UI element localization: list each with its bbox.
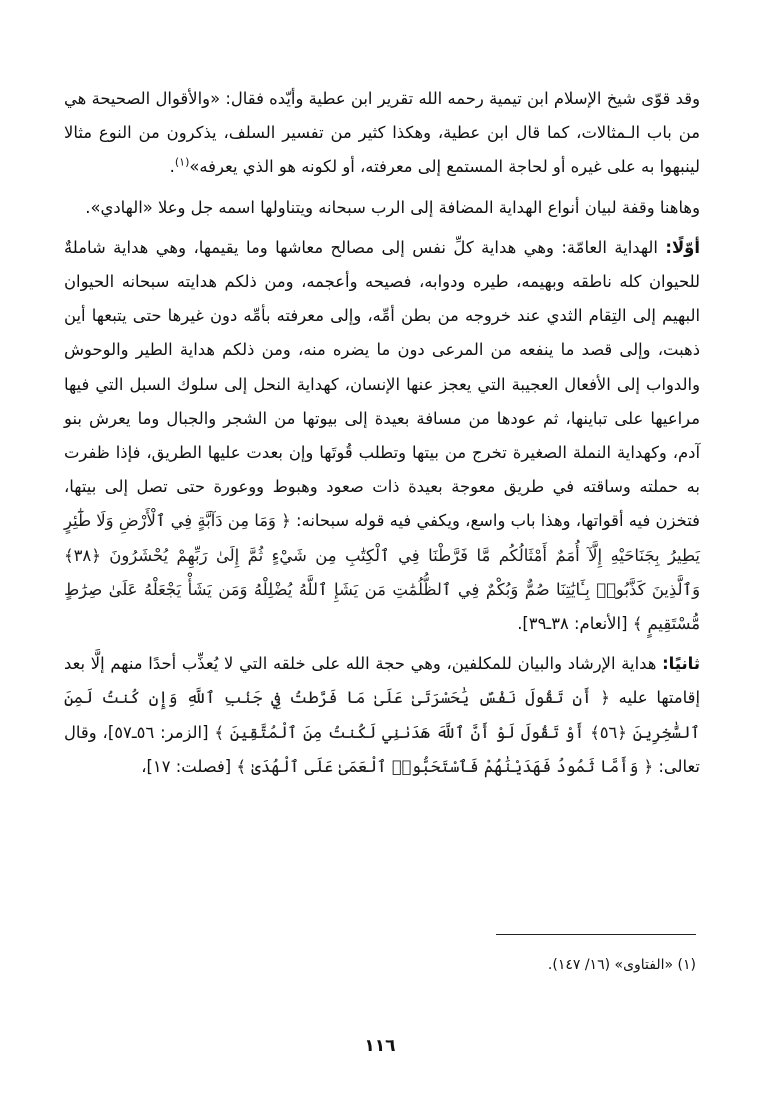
paragraph-1-text: وقد قوّى شيخ الإسلام ابن تيمية رحمه الله تقرير ابن عطية وأيّده فقال: «والأقوال الصحيحة هي من باب الـمثالات، كما قال ابن عطية، وهكذا كثير من تفسير السلف، يذكرون من النوع مثالا لينبهوا به على غيره أو لحاجة المستمع إلى معرفته، أو لكونه هو الذي يعرفه» <box>64 89 700 177</box>
quran-quote-zumar: ﴿ أَن تَقُولَ نَفْسٌ يَٰحَسْرَتَىٰ عَلَىٰ مَا فَرَّطتُ فِي جَنۢبِ ٱللَّهِ وَإِن كُنتُ لَمِنَ ٱلسَّٰخِرِينَ ﴿٥٦﴾ أَوْ تَقُولَ لَوْ أَنَّ ٱللَّهَ هَدَىٰنِي لَكُنتُ مِنَ ٱلْمُتَّقِينَ ﴾ <box>64 688 701 742</box>
paragraph-3-text: الهداية العامّة: وهي هداية كلِّ نفس إلى مصالح معاشها وما يقيمها، وهي هداية شاملةٌ للحيوان كله ناطقه وبهيمه، طيره ودوابه، فصيحه وأعجمه، ومن ذلكم هدايته سبحانه الحيوان البهيم إلى التِقام الثدي عند خروجه من بطن أمِّه، وإلى معرفته بأمِّه دون غيرها حتى يتبعها أين ذهبت، وإلى قصد ما ينفعه من المرعى دون ما يضره منه، ومن ذلكم هداية الطير والوحوش والدواب إلى الأفعال العجيبة التي يعجز عنها الإنسان، كهداية النحل إلى سلوك السبل التي فيها مراعيها على تباينها، ثم عودها من مسافة بعيدة إلى بيوتها من الشجر والجبال وما يعرش بنو آدم، وكهداية النملة الصغيرة تخرج من بيتها وتطلب قُوتَها وإن بعدت عليها الطريق، فإذا ظفرت به حملته وساقته في طريق معوجة بعيدة ذات صعود وهبوط ووعورة حتى تصل إلى بيتها، فتخزن فيه أقواتها، وهذا باب واسع، ويكفي فيه قوله سبحانه: <box>64 237 700 531</box>
paragraph-3 <box>64 231 700 641</box>
footnote-text: (١) «الفتاوى» (١٦/ ١٤٧). <box>547 957 696 973</box>
paragraph-2 <box>64 191 700 225</box>
footnote <box>60 954 696 976</box>
quran-quote-anam: ﴿ وَمَا مِن دَآبَّةٍ فِي ٱلْأَرْضِ وَلَا طَٰٓئِرٍ يَطِيرُ بِجَنَاحَيْهِ إِلَّآ أُمَمٌ أَمْثَالُكُم مَّا فَرَّطْنَا فِي ٱلْكِتَٰبِ مِن شَيْءٍ ثُمَّ إِلَىٰ رَبِّهِمْ يُحْشَرُونَ ﴿٣٨﴾ وَٱلَّذِينَ كَذَّبُوا۟ بِـَٔايَٰتِنَا صُمٌّ وَبُكْمٌ فِي ٱلظُّلُمَٰتِ مَن يَشَإِ ٱللَّهُ يُضْلِلْهُ وَمَن يَشَأْ يَجْعَلْهُ عَلَىٰ صِرَٰطٍ مُّسْتَقِيمٍ ﴾ <box>64 511 700 634</box>
citation-zumar: [الزمر: ٥٦ـ٥٧]، <box>102 722 209 742</box>
paragraph-4-lead: ثانيًا: <box>662 654 700 674</box>
citation-anam: [الأنعام: ٣٨ـ٣٩]. <box>517 614 628 634</box>
quran-quote-fussilat: ﴿ وَأَمَّا ثَمُودُ فَهَدَيْنَٰهُمْ فَٱسْتَحَبُّوا۟ ٱلْعَمَىٰ عَلَى ٱلْهُدَىٰ ﴾ <box>236 756 654 776</box>
footnote-ref[interactable]: (١) <box>174 155 190 169</box>
paragraph-1 <box>64 82 700 185</box>
paragraph-1-end: . <box>169 157 175 177</box>
paragraph-4-middle: وقال تعالى: <box>64 722 700 776</box>
footnote-divider <box>496 934 696 935</box>
paragraph-2-text: وهاهنا وقفة لبيان أنواع الهداية المضافة إلى الرب سبحانه ويتناولها اسمه جل وعلا «الهادي». <box>85 197 700 217</box>
citation-fussilat: [فصلت: ١٧]، <box>141 756 232 776</box>
paragraph-4-text: هداية الإرشاد والبيان للمكلفين، وهي حجة الله على خلقه التي لا يُعذِّب أحدًا منهم إلَّا بعد إقامتها عليه <box>64 654 701 708</box>
page-body <box>64 82 700 784</box>
paragraph-4 <box>64 647 700 784</box>
paragraph-3-lead: أوّلًا: <box>665 237 700 257</box>
page-number: ١١٦ <box>364 1036 396 1056</box>
